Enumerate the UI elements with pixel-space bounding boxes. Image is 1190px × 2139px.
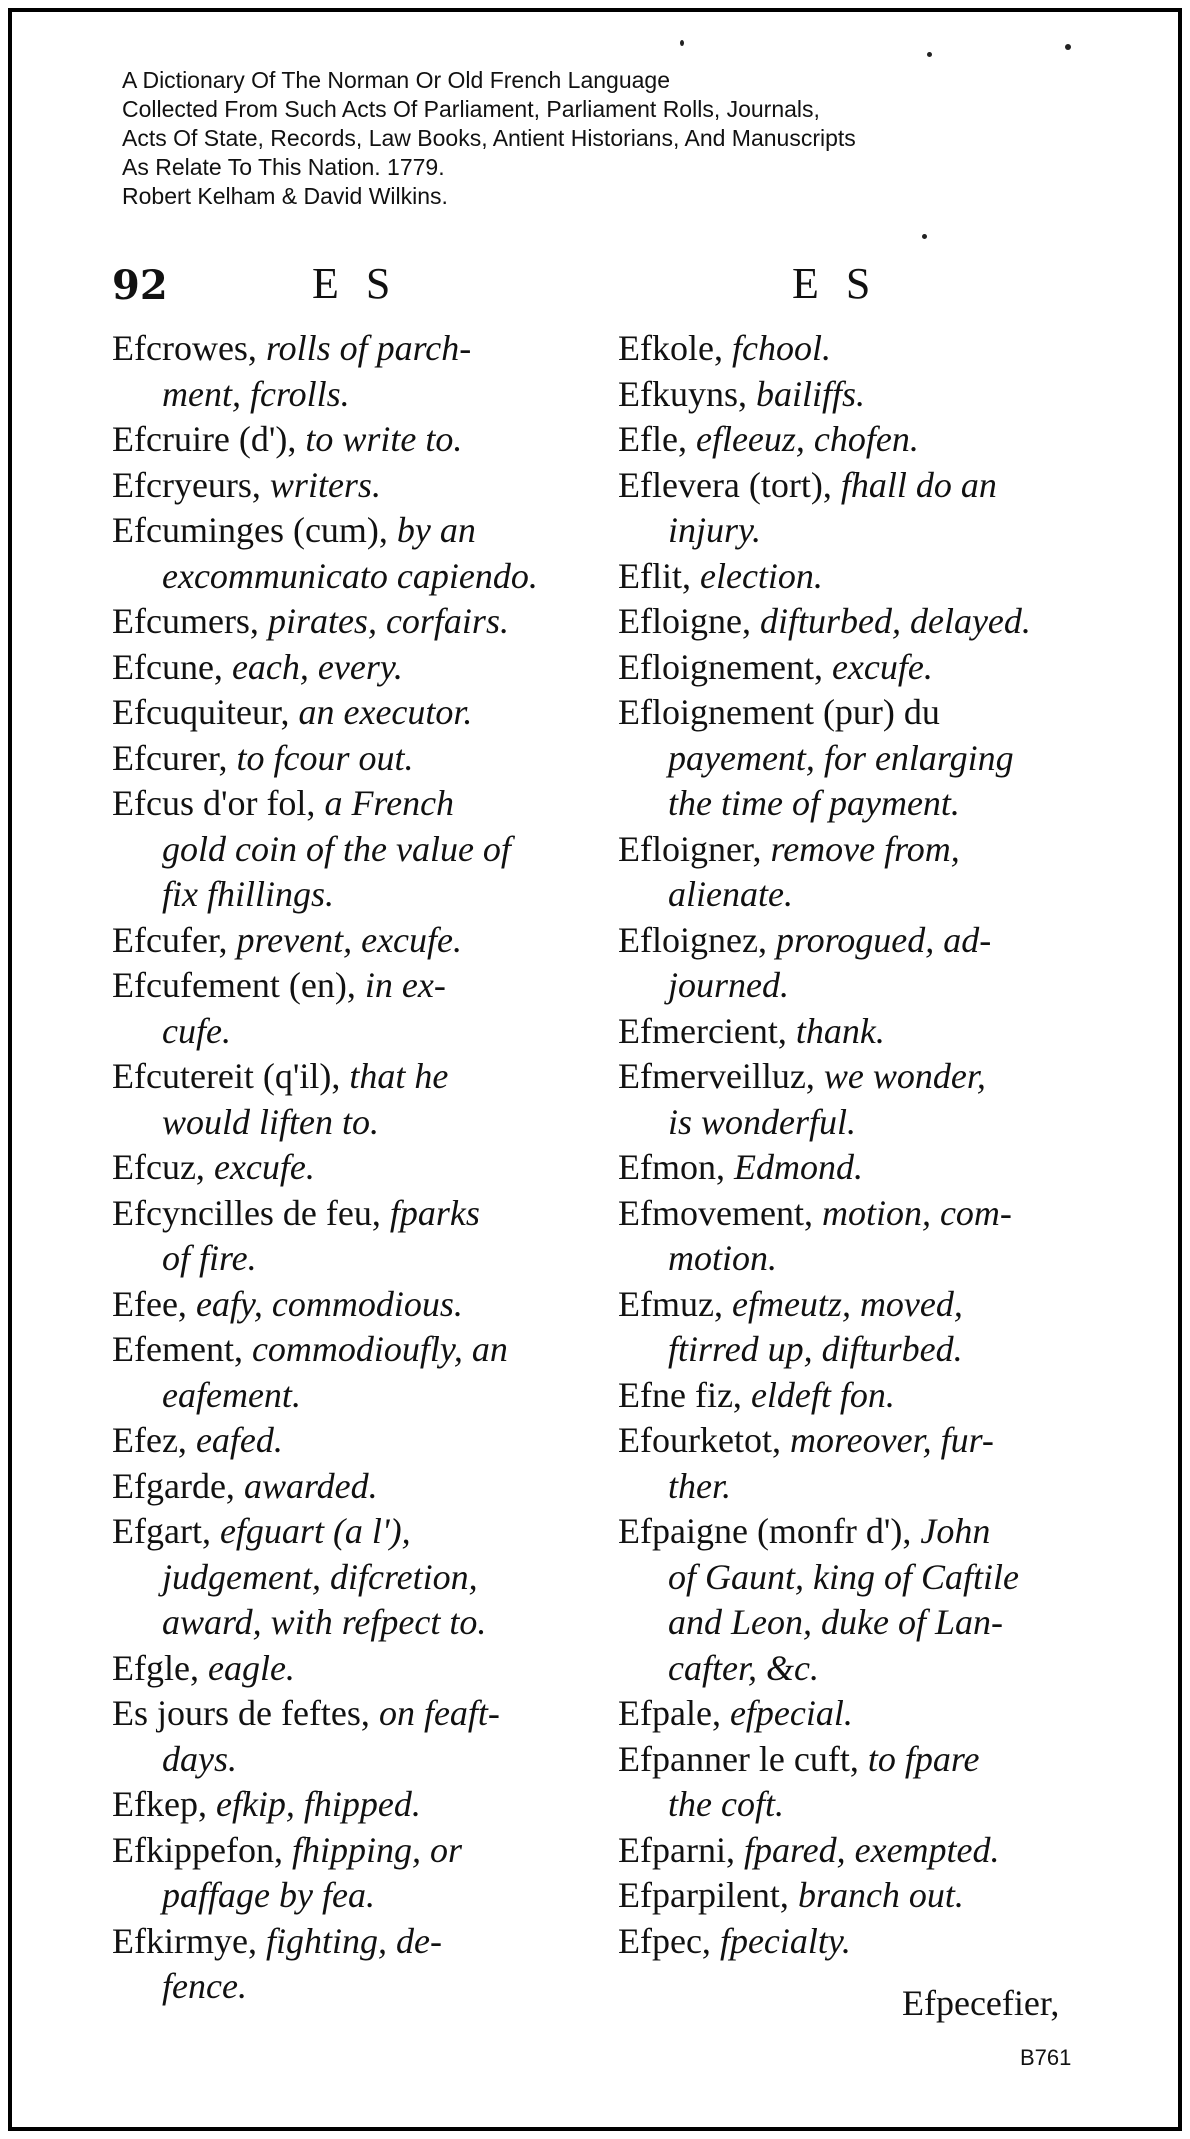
entry-headline [618, 1737, 1088, 1783]
entry-headline [618, 554, 1088, 600]
headword: Efpec, [618, 1920, 720, 1961]
entry-headline [112, 1646, 582, 1692]
definition: cafter, &c. [668, 1647, 819, 1688]
speck [680, 40, 684, 46]
dictionary-entry [618, 1509, 1088, 1691]
left-column [112, 326, 582, 2010]
entry-continuation [618, 508, 1088, 554]
definition: eagle. [207, 1647, 295, 1688]
definition: election. [699, 555, 823, 596]
definition: eafement. [162, 1374, 301, 1415]
entry-headline [112, 1509, 582, 1555]
speck [927, 52, 932, 57]
definition: efkip, fhipped. [215, 1784, 421, 1824]
entry-headline [112, 645, 582, 691]
entry-continuation [112, 1100, 582, 1146]
headword: Eflit, [618, 555, 700, 596]
dictionary-entry [112, 599, 582, 645]
entry-headline [618, 1191, 1088, 1237]
definition: prevent, excufe. [236, 919, 463, 960]
speck [922, 234, 927, 239]
definition: the time of payment. [668, 783, 960, 823]
dictionary-entry [112, 1691, 582, 1782]
dictionary-entry [112, 918, 582, 964]
headword: Efez, [112, 1420, 196, 1460]
dictionary-entry [112, 508, 582, 599]
dictionary-entry [618, 1373, 1088, 1419]
definition: alienate. [668, 874, 793, 914]
dictionary-entry [112, 1418, 582, 1464]
definition: ther. [668, 1465, 731, 1506]
entry-headline [618, 690, 1088, 736]
entry-headline [618, 463, 1088, 509]
headword: Efne fiz, [618, 1374, 751, 1415]
definition: cufe. [162, 1010, 231, 1051]
definition: pirates, corfairs. [267, 601, 509, 641]
definition: efleeuz, chofen. [695, 419, 919, 459]
dictionary-entry [112, 417, 582, 463]
dictionary-entry [112, 1191, 582, 1282]
entry-headline [112, 1327, 582, 1373]
dictionary-entry [618, 463, 1088, 554]
entry-headline [112, 1054, 582, 1100]
dictionary-entry [618, 690, 1088, 827]
definition: the coft. [668, 1784, 784, 1824]
headword: Eflevera (tort), [618, 464, 841, 505]
headword: Efpanner le cuft, [618, 1738, 868, 1779]
definition: efguart (a l'), [219, 1511, 411, 1551]
headword: Efparpilent, [618, 1875, 798, 1915]
definition: injury. [668, 510, 762, 550]
entry-continuation [112, 1600, 582, 1646]
entry-headline [618, 827, 1088, 873]
definition: on feaft- [378, 1693, 500, 1733]
headword: Efmerveilluz, [618, 1056, 824, 1096]
entry-headline [618, 918, 1088, 964]
headword: Efcurer, [112, 737, 237, 778]
definition: fpecialty. [719, 1920, 851, 1961]
headword: Efloignement (pur) du [618, 692, 940, 732]
header-line: Collected From Such Acts Of Parliament, Parliament Rolls, Journals, [122, 96, 820, 122]
definition: days. [162, 1738, 237, 1779]
entry-headline [112, 736, 582, 782]
entry-headline [618, 1828, 1088, 1874]
entry-headline [618, 1282, 1088, 1328]
headword: Efgart, [112, 1511, 220, 1551]
headword: Efcyncilles de feu, [112, 1192, 390, 1233]
entry-continuation [618, 781, 1088, 827]
entry-headline [618, 1919, 1088, 1965]
entry-headline [618, 645, 1088, 691]
entry-headline [618, 1009, 1088, 1055]
headword: Efcutereit (q'il), [112, 1056, 350, 1096]
headword: Efcune, [112, 646, 232, 687]
entry-continuation [112, 1236, 582, 1282]
entry-continuation [112, 872, 582, 918]
definition: motion. [668, 1238, 778, 1278]
header-line: A Dictionary Of The Norman Or Old French Language [122, 67, 671, 93]
entry-headline [618, 417, 1088, 463]
definition: excufe. [831, 646, 933, 687]
entry-continuation [618, 1782, 1088, 1828]
definition: branch out. [797, 1875, 964, 1915]
dictionary-entry [112, 1782, 582, 1828]
definition: motion, com- [821, 1192, 1012, 1233]
definition: Edmond. [733, 1147, 863, 1187]
dictionary-entry [618, 827, 1088, 918]
definition: writers. [269, 464, 381, 505]
dictionary-entry [112, 326, 582, 417]
catchword: Efpecefier, [902, 1983, 1060, 2023]
dictionary-entry [112, 1919, 582, 2010]
dictionary-entry [618, 1691, 1088, 1737]
headword: Efcruire (d'), [112, 419, 306, 459]
headword: Efcumers, [112, 601, 268, 641]
definition: fparks [389, 1192, 480, 1233]
headword: Efpale, [618, 1693, 730, 1733]
definition: thank. [795, 1010, 885, 1051]
entry-headline [112, 918, 582, 964]
entry-continuation [618, 1646, 1088, 1692]
definition: ment, fcrolls. [162, 373, 350, 414]
entry-headline [112, 463, 582, 509]
headword: Efcufement (en), [112, 965, 365, 1005]
speck [1065, 44, 1071, 50]
entry-continuation [618, 736, 1088, 782]
definition: to fpare [867, 1738, 980, 1779]
definition: gold coin of the value of [162, 828, 511, 869]
definition: rolls of parch- [265, 328, 472, 368]
definition: fchool. [731, 328, 831, 368]
definition: eafy, commodious. [195, 1283, 463, 1324]
headword: Efloigne, [618, 601, 760, 641]
headword: Efcuquiteur, [112, 692, 299, 732]
definition: paffage by fea. [162, 1875, 375, 1915]
headword: Efcuminges (cum), [112, 510, 397, 550]
headword: Efparni, [618, 1829, 744, 1870]
headword: Efmercient, [618, 1010, 796, 1051]
entry-headline [112, 508, 582, 554]
headword: Efement, [112, 1329, 252, 1369]
entry-headline [112, 1145, 582, 1191]
headword: Es jours de feftes, [112, 1693, 379, 1733]
dictionary-entry [618, 1737, 1088, 1828]
running-head-left: E S [312, 259, 399, 308]
entry-headline [112, 690, 582, 736]
dictionary-entry [112, 1145, 582, 1191]
reference-code: B761 [1020, 2045, 1072, 2070]
dictionary-entry [618, 1009, 1088, 1055]
definition: fence. [162, 1966, 247, 2006]
headword: Efkep, [112, 1784, 216, 1824]
right-column [618, 326, 1088, 1964]
dictionary-entry [618, 1828, 1088, 1874]
dictionary-entry [618, 599, 1088, 645]
entry-headline [618, 1509, 1088, 1555]
entry-continuation [112, 1373, 582, 1419]
dictionary-entry [112, 1327, 582, 1418]
entry-continuation [618, 1464, 1088, 1510]
definition: to write to. [305, 419, 463, 459]
dictionary-entry [112, 690, 582, 736]
dictionary-entry [112, 736, 582, 782]
entry-headline [618, 1418, 1088, 1464]
dictionary-entry [618, 1145, 1088, 1191]
definition: John [920, 1511, 991, 1551]
headword: Efmovement, [618, 1192, 822, 1233]
headword: Efkirmye, [112, 1920, 266, 1961]
definition: would liften to. [162, 1101, 380, 1142]
headword: Efkuyns, [618, 373, 756, 414]
headword: Efkippefon, [112, 1829, 292, 1870]
entry-headline [618, 326, 1088, 372]
title-header [122, 66, 856, 211]
definition: eldeft fon. [750, 1374, 895, 1415]
definition: to fcour out. [236, 737, 414, 778]
definition: we wonder, [823, 1056, 986, 1096]
dictionary-entry [618, 554, 1088, 600]
dictionary-entry [112, 1509, 582, 1646]
definition: and Leon, duke of Lan- [668, 1602, 1003, 1642]
entry-headline [112, 1828, 582, 1874]
headword: Efloignez, [618, 919, 776, 960]
definition: of fire. [162, 1238, 257, 1278]
entry-continuation [112, 1737, 582, 1783]
definition: prorogued, ad- [775, 919, 992, 960]
headword: Efcufer, [112, 919, 237, 960]
entry-headline [618, 1691, 1088, 1737]
definition: ftirred up, difturbed. [668, 1329, 963, 1369]
definition: payement, for enlarging [668, 737, 1014, 778]
dictionary-entry [618, 1191, 1088, 1282]
dictionary-entry [618, 326, 1088, 372]
dictionary-entry [112, 1828, 582, 1919]
dictionary-entry [618, 372, 1088, 418]
entry-continuation [112, 1555, 582, 1601]
entry-headline [618, 1373, 1088, 1419]
dictionary-entry [112, 781, 582, 918]
entry-headline [112, 326, 582, 372]
definition: judgement, difcretion, [162, 1556, 478, 1597]
definition: bailiffs. [756, 373, 866, 414]
header-line: Robert Kelham & David Wilkins. [122, 183, 448, 209]
dictionary-entry [618, 918, 1088, 1009]
entry-continuation [112, 372, 582, 418]
entry-headline [618, 1145, 1088, 1191]
dictionary-entry [112, 963, 582, 1054]
definition: excufe. [213, 1147, 315, 1187]
entry-headline [112, 781, 582, 827]
headword: Efourketot, [618, 1420, 790, 1460]
definition: fighting, de- [265, 1920, 442, 1961]
dictionary-entry [112, 645, 582, 691]
definition: commodioufly, an [251, 1329, 508, 1369]
header-line: As Relate To This Nation. 1779. [122, 154, 445, 180]
dictionary-entry [112, 1646, 582, 1692]
definition: excommunicato capiendo. [162, 555, 538, 596]
entry-headline [112, 1191, 582, 1237]
entry-continuation [618, 1236, 1088, 1282]
page-number: 92 [112, 262, 168, 309]
entry-continuation [618, 1327, 1088, 1373]
entry-headline [112, 1282, 582, 1328]
definition: fhipping, or [291, 1829, 462, 1870]
headword: Efkole, [618, 328, 732, 368]
definition: an executor. [298, 692, 473, 732]
dictionary-entry [112, 1054, 582, 1145]
definition: in ex- [364, 965, 446, 1005]
definition: is wonderful. [668, 1101, 857, 1142]
definition: difturbed, delayed. [759, 601, 1031, 641]
entry-continuation [112, 1009, 582, 1055]
entry-headline [112, 1691, 582, 1737]
headword: Efloigner, [618, 828, 771, 869]
entry-headline [112, 1919, 582, 1965]
definition: moreover, fur- [789, 1420, 994, 1460]
dictionary-entry [618, 1919, 1088, 1965]
headword: Efmon, [618, 1147, 734, 1187]
entry-headline [112, 1464, 582, 1510]
entry-continuation [112, 1873, 582, 1919]
dictionary-entry [112, 463, 582, 509]
headword: Efgle, [112, 1647, 208, 1688]
entry-continuation [618, 1100, 1088, 1146]
dictionary-entry [618, 1282, 1088, 1373]
definition: fhall do an [840, 464, 997, 505]
entry-headline [112, 599, 582, 645]
entry-continuation [618, 872, 1088, 918]
headword: Efloignement, [618, 646, 832, 687]
headword: Efcuz, [112, 1147, 214, 1187]
entry-continuation [618, 1600, 1088, 1646]
header-line: Acts Of State, Records, Law Books, Antient Historians, And Manuscripts [122, 125, 856, 151]
definition: eafed. [195, 1420, 283, 1460]
definition: a French [324, 783, 455, 823]
entry-continuation [112, 1964, 582, 2010]
definition: by an [396, 510, 476, 550]
dictionary-entry [618, 1873, 1088, 1919]
entry-continuation [112, 827, 582, 873]
headword: Efmuz, [618, 1283, 732, 1324]
dictionary-entry [618, 417, 1088, 463]
headword: Efee, [112, 1283, 196, 1324]
definition: remove from, [770, 828, 960, 869]
definition: efmeutz, moved, [731, 1283, 963, 1324]
definition: efpecial. [729, 1693, 853, 1733]
entry-headline [112, 1782, 582, 1828]
entry-continuation [112, 554, 582, 600]
definition: fix fhillings. [162, 874, 335, 914]
definition: award, with refpect to. [162, 1602, 487, 1642]
dictionary-entry [618, 1054, 1088, 1145]
headword: Efpaigne (monfr d'), [618, 1511, 921, 1551]
headword: Efcrowes, [112, 328, 266, 368]
headword: Efgarde, [112, 1465, 244, 1506]
entry-headline [618, 1054, 1088, 1100]
dictionary-entry [112, 1282, 582, 1328]
definition: fpared, exempted. [743, 1829, 1000, 1870]
entry-headline [112, 417, 582, 463]
headword: Efcus d'or fol, [112, 783, 325, 823]
entry-continuation [618, 1555, 1088, 1601]
definition: journed. [668, 965, 789, 1005]
entry-headline [112, 1418, 582, 1464]
headword: Efcryeurs, [112, 464, 270, 505]
entry-headline [618, 1873, 1088, 1919]
running-head-right: E S [792, 259, 879, 308]
definition: of Gaunt, king of Caftile [668, 1556, 1019, 1597]
entry-continuation [618, 963, 1088, 1009]
definition: each, every. [231, 646, 403, 687]
entry-headline [112, 963, 582, 1009]
headword: Efle, [618, 419, 696, 459]
entry-headline [618, 372, 1088, 418]
entry-headline [618, 599, 1088, 645]
dictionary-entry [618, 1418, 1088, 1509]
dictionary-entry [618, 645, 1088, 691]
dictionary-entry [112, 1464, 582, 1510]
definition: awarded. [243, 1465, 378, 1506]
definition: that he [349, 1056, 449, 1096]
